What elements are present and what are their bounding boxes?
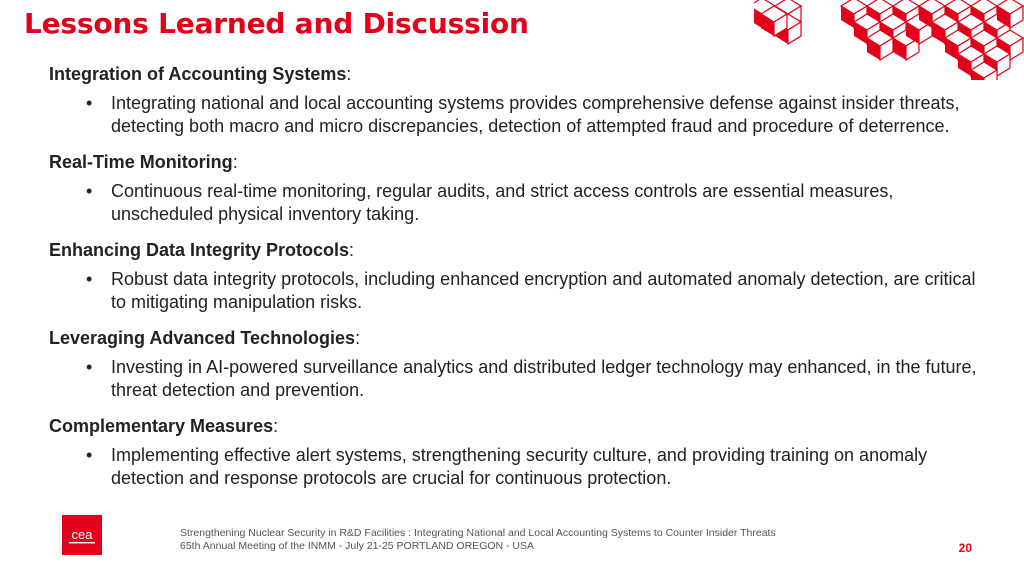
heading-colon: : bbox=[273, 416, 279, 436]
section-integration bbox=[49, 62, 989, 138]
bullet-dot-icon: • bbox=[86, 445, 93, 465]
section-heading: Real-Time Monitoring bbox=[49, 152, 233, 172]
slide-title: Lessons Learned and Discussion bbox=[24, 7, 529, 40]
bullet-item bbox=[49, 444, 989, 490]
section-complementary-measures bbox=[49, 414, 989, 490]
bullet-text: Robust data integrity protocols, including enhanced encryption and automated anomaly detection, are critical to mitigating manipulation risks. bbox=[111, 269, 976, 312]
footer-line-1: Strengthening Nuclear Security in R&D Facilities : Integrating National and Local Accounting Systems to Counter Insider Threats bbox=[180, 527, 776, 539]
footer bbox=[180, 527, 776, 553]
bullet-dot-icon: • bbox=[86, 93, 93, 113]
heading-colon: : bbox=[232, 152, 238, 172]
bullet-dot-icon: • bbox=[86, 269, 93, 289]
section-heading: Enhancing Data Integrity Protocols bbox=[49, 240, 350, 260]
bullet-item bbox=[49, 180, 989, 226]
bullet-text: Continuous real-time monitoring, regular audits, and strict access controls are essential measures, unscheduled physical inventory taking. bbox=[111, 181, 894, 224]
footer-line-2: 65th Annual Meeting of the INMM - July 21-25 PORTLAND OREGON - USA bbox=[180, 540, 535, 552]
bullet-dot-icon: • bbox=[86, 357, 93, 377]
bullet-text: Integrating national and local accounting systems provides comprehensive defense against insider threats, detecting both macro and micro discrepancies, detection of attempted fraud and procedure of deterrence. bbox=[111, 93, 960, 136]
cea-logo-icon bbox=[62, 515, 102, 555]
heading-colon: : bbox=[346, 64, 352, 84]
section-heading: Integration of Accounting Systems bbox=[49, 64, 347, 84]
section-real-time-monitoring bbox=[49, 150, 989, 226]
logo-text: cea bbox=[71, 527, 93, 542]
page-number: 20 bbox=[958, 541, 972, 555]
bullet-item bbox=[49, 268, 989, 314]
slide-content bbox=[49, 62, 989, 490]
bullet-text: Investing in AI-powered surveillance analytics and distributed ledger technology may enhanced, in the future, threat detection and prevention. bbox=[111, 357, 977, 400]
section-heading: Leveraging Advanced Technologies bbox=[49, 328, 356, 348]
heading-colon: : bbox=[349, 240, 355, 260]
bullet-item bbox=[49, 92, 989, 138]
bullet-dot-icon: • bbox=[86, 181, 93, 201]
bullet-text: Implementing effective alert systems, strengthening security culture, and providing training on anomaly detection and response protocols are crucial for continuous protection. bbox=[111, 445, 928, 488]
section-heading: Complementary Measures bbox=[49, 416, 274, 436]
heading-colon: : bbox=[355, 328, 361, 348]
section-data-integrity bbox=[49, 238, 989, 314]
section-advanced-technologies bbox=[49, 326, 989, 402]
bullet-item bbox=[49, 356, 989, 402]
